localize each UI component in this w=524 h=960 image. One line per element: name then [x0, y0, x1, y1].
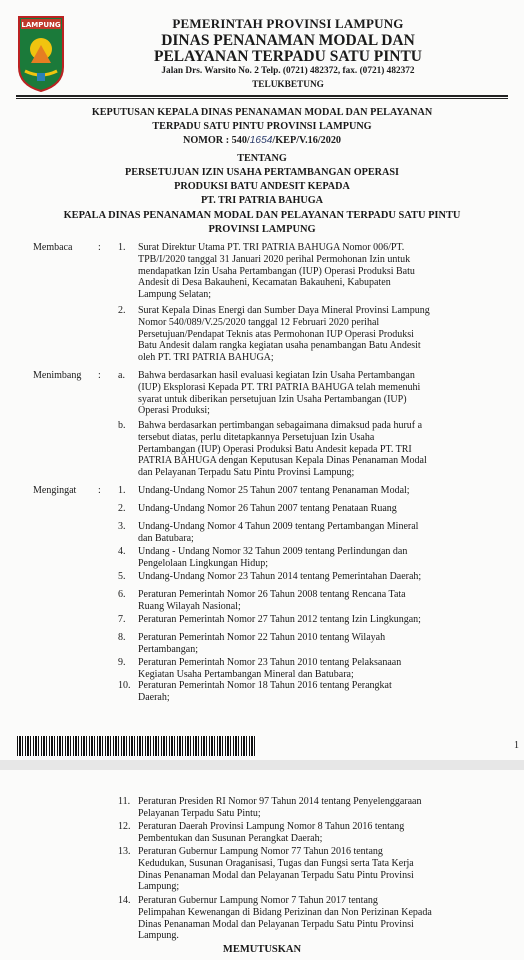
mengingat-item-8: Peraturan Pemerintah Nomor 22 Tahun 2010 tentang Wilayah Pertambangan; [138, 632, 386, 655]
barcode-image [17, 736, 257, 756]
item-number: 11. [118, 796, 131, 807]
mengingat-item-3: Undang-Undang Nomor 4 Tahun 2009 tentang Pertambangan Mineral dan Batubara; [138, 521, 419, 544]
menimbang-item-b: Bahwa berdasarkan pertimbangan sebagaimana dimaksud pada huruf a tersebut diatas, perlu ditetapkannya Persetujuan Izin Usaha Pertambangan (IUP) Operasi Produksi Batu Andesit kepada PT. TRI PATRIA BAHUGA dengan Keputusan Kepala Dinas Penanaman Modal dan Pelayanan Terpadu Satu Pintu Provinsi Lampung; [138, 420, 427, 479]
mengingat-item-13: Peraturan Gubernur Lampung Nomor 77 Tahun 2016 tentang Kedudukan, Susunan Oraganisasi, Tugas dan Fungsi serta Tata Kerja Dinas Penanaman Modal dan Pelayanan Terpadu Satu Pintu Provinsi Lampung; [138, 846, 414, 893]
decree-head-line2: PROVINSI LAMPUNG [208, 224, 316, 235]
logo-text: LAMPUNG [21, 21, 61, 29]
item-number: 5. [118, 571, 126, 582]
item-letter: a. [118, 370, 125, 381]
section-colon: : [98, 242, 101, 253]
office-address: Jalan Drs. Warsito No. 2 Telp. (0721) 482372, fax. (0721) 482372 [161, 66, 415, 76]
mengingat-item-6: Peraturan Pemerintah Nomor 26 Tahun 2008 tentang Rencana Tata Ruang Wilayah Nasional; [138, 589, 406, 612]
item-number: 12. [118, 821, 131, 832]
membaca-item-1: Surat Direktur Utama PT. TRI PATRIA BAHUGA Nomor 006/PT. TPB/I/2020 tanggal 31 Januari 2020 perihal Permohonan Izin untuk mendapatkan Izin Usaha Pertambangan (IUP) Operasi Produksi Batu Andesit di Desa Bakauheni, Kecamatan Bakauheni, Kabupaten Lampung Selatan; [138, 242, 415, 301]
office-city: TELUKBETUNG [252, 80, 324, 90]
document-page-2 [0, 770, 524, 960]
mengingat-item-10: Peraturan Pemerintah Nomor 18 Tahun 2016 tentang Perangkat Daerah; [138, 680, 392, 703]
page-separator [0, 760, 524, 770]
item-number: 3. [118, 521, 126, 532]
mengingat-item-12: Peraturan Daerah Provinsi Lampung Nomor 8 Tahun 2016 tentang Pembentukan dan Susunan Perangkat Daerah; [138, 821, 405, 844]
mengingat-item-1: Undang-Undang Nomor 25 Tahun 2007 tentang Penanaman Modal; [138, 485, 410, 496]
decree-title-line1: KEPUTUSAN KEPALA DINAS PENANAMAN MODAL DAN PELAYANAN [91, 107, 433, 118]
decree-title-line2: TERPADU SATU PINTU PROVINSI LAMPUNG [152, 121, 372, 132]
section-colon: : [98, 485, 101, 496]
decree-subject-line3: PT. TRI PATRIA BAHUGA [200, 195, 324, 206]
section-label-membaca: Membaca [33, 242, 73, 253]
handwritten-number: 1654 [249, 135, 273, 146]
memutuskan-heading: MEMUTUSKAN [222, 944, 302, 955]
decree-head-line1: KEPALA DINAS PENANAMAN MODAL DAN PELAYANAN TERPADU SATU PINTU [63, 210, 461, 221]
item-number: 1. [118, 485, 126, 496]
mengingat-item-14: Peraturan Gubernur Lampung Nomor 7 Tahun 2017 tentang Pelimpahan Kewenangan di Bidang Perizinan dan Non Perizinan Kepada Dinas Penanaman Modal dan Pelayanan Terpadu Satu Pintu Provinsi Lampung. [138, 895, 432, 942]
item-number: 4. [118, 546, 126, 557]
mengingat-item-4: Undang - Undang Nomor 32 Tahun 2009 tentang Perlindungan dan Pengelolaan Lingkungan Hidup; [138, 546, 408, 569]
header-divider-thin [16, 98, 508, 99]
lampung-emblem-icon [17, 15, 65, 93]
item-number: 9. [118, 657, 126, 668]
mengingat-item-11: Peraturan Presiden RI Nomor 97 Tahun 2014 tentang Penyelenggaraan Pelayanan Terpadu Satu Pintu; [138, 796, 422, 819]
item-number: 7. [118, 614, 126, 625]
menimbang-item-a: Bahwa berdasarkan hasil evaluasi kegiatan Izin Usaha Pertambangan (IUP) Eksplorasi Kepada PT. TRI PATRIA BAHUGA telah memenuhi syarat untuk diberikan persetujuan Izin Usaha Pertambangan (IUP) Operasi Produksi; [138, 370, 421, 417]
item-number: 13. [118, 846, 131, 857]
decree-subject-line2: PRODUKSI BATU ANDESIT KEPADA [174, 181, 350, 192]
item-number: 14. [118, 895, 131, 906]
item-number: 2. [118, 305, 126, 316]
decree-about: TENTANG [237, 153, 287, 164]
section-label-menimbang: Menimbang [33, 370, 82, 381]
mengingat-item-5: Undang-Undang Nomor 23 Tahun 2014 tentang Pemerintahan Daerah; [138, 571, 422, 582]
item-number: 2. [118, 503, 126, 514]
government-name: PEMERINTAH PROVINSI LAMPUNG [172, 16, 404, 31]
header-divider-thick [16, 95, 508, 97]
item-number: 10. [118, 680, 131, 691]
decree-subject-line1: PERSETUJUAN IZIN USAHA PERTAMBANGAN OPERASI [125, 167, 399, 178]
page-number: 1 [514, 740, 519, 751]
office-name-line1: DINAS PENANAMAN MODAL DAN [161, 32, 415, 49]
office-name-line2: PELAYANAN TERPADU SATU PINTU [154, 48, 422, 65]
mengingat-item-2: Undang-Undang Nomor 26 Tahun 2007 tentang Penataan Ruang [138, 503, 397, 514]
section-colon: : [98, 370, 101, 381]
mengingat-item-7: Peraturan Pemerintah Nomor 27 Tahun 2012 tentang Izin Lingkungan; [138, 614, 421, 625]
membaca-item-2: Surat Kepala Dinas Energi dan Sumber Daya Mineral Provinsi Lampung Nomor 540/089/V.25/2020 tanggal 12 Februari 2020 perihal Persetujuan/Pendapat Teknis atas Permohonan IUP Operasi Produksi Batu Andesit dalam rangka kegiatan usaha penambangan Batu Andesit oleh PT. TRI PATRIA BAHUGA; [138, 305, 430, 364]
decree-number: NOMOR : 540/1654/KEP/V.16/2020 [182, 135, 342, 146]
item-number: 6. [118, 589, 126, 600]
item-letter: b. [118, 420, 126, 431]
item-number: 1. [118, 242, 126, 253]
item-number: 8. [118, 632, 126, 643]
mengingat-item-9: Peraturan Pemerintah Nomor 23 Tahun 2010 tentang Pelaksanaan Kegiatan Usaha Pertambangan Mineral dan Batubara; [138, 657, 402, 680]
section-label-mengingat: Mengingat [33, 485, 77, 496]
